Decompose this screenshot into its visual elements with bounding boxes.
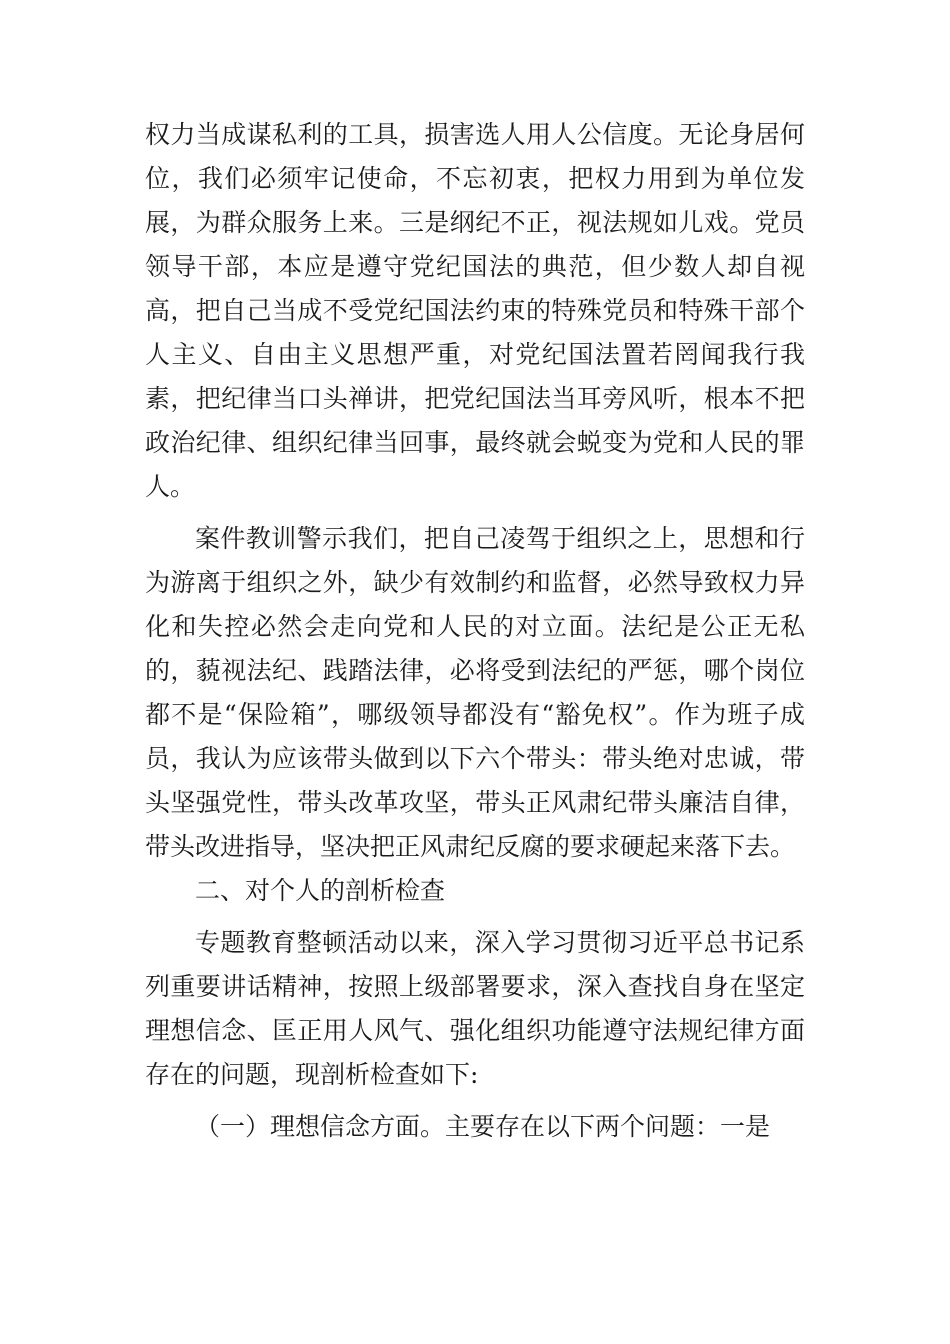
paragraph-continuation: 权力当成谋私利的工具，损害选人用人公信度。无论身居何位，我们必须牢记使命，不忘初衷，把权力用到为单位发展，为群众服务上来。三是纲纪不正，视法规如儿戏。党员领导干部，本应是遵守党纪国法的典范，但少数人却自视高，把自己当成不受党纪国法约束的特殊党员和特殊干部个人主义、自由主义思想严重，对党纪国法置若罔闻我行我素，把纪律当口头禅讲，把党纪国法当耳旁风听，根本不把政治纪律、组织纪律当回事，最终就会蜕变为党和人民的罪人。 [145,120,805,501]
section-heading-personal-analysis: 二、对个人的剖析检查 [195,876,446,905]
paragraph-ideals-beliefs: （一）理想信念方面。主要存在以下两个问题：一是 [195,1112,771,1141]
paragraph-case-lessons: 案件教训警示我们，把自己凌驾于组织之上，思想和行为游离于组织之外，缺少有效制约和监督，必然导致权力异化和失控必然会走向党和人民的对立面。法纪是公正无私的，藐视法纪、践踏法律，必将受到法纪的严惩，哪个岗位都不是“保险箱”，哪级领导都没有“豁免权”。作为班子成员，我认为应该带头做到以下六个带头：带头绝对忠诚，带头坚强党性，带头改革攻坚，带头正风肃纪带头廉洁自律，带头改进指导，坚决把正风肃纪反腐的要求硬起来落下去。 [145,524,805,861]
paragraph-study-intro: 专题教育整顿活动以来，深入学习贯彻习近平总书记系列重要讲话精神，按照上级部署要求，深入查找自身在坚定理想信念、匡正用人风气、强化组织功能遵守法规纪律方面存在的问题，现剖析检查如下: [145,928,805,1089]
document-page [145,113,805,1149]
